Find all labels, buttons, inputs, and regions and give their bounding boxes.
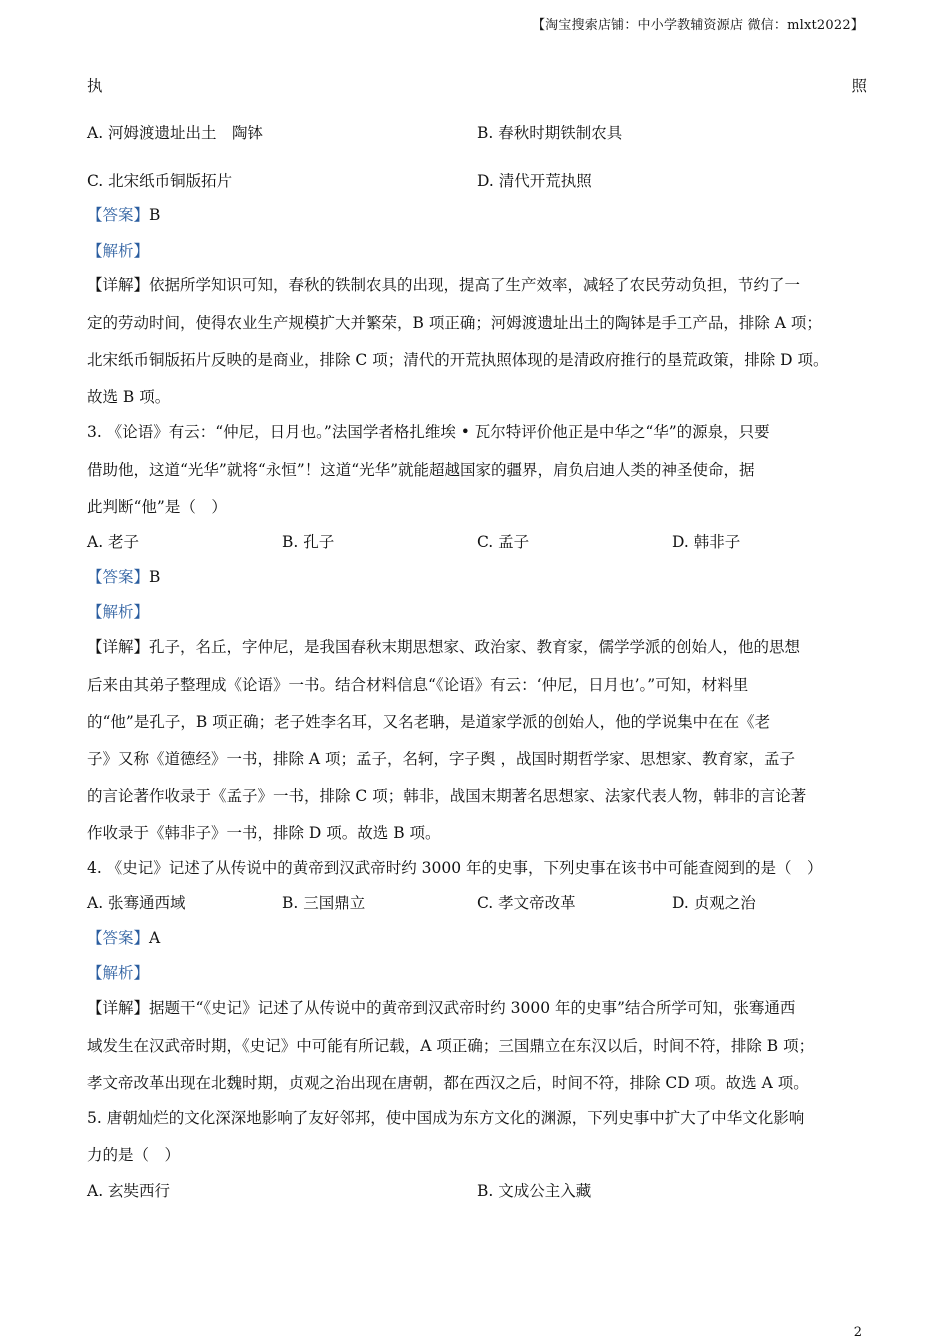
q2-stem-tail-left: 执 (87, 77, 103, 95)
q2-answer (87, 205, 160, 225)
q3-answer (87, 567, 160, 587)
q3-stem-line-1: 3. 《论语》有云：“仲尼，日月也。”法国学者格扎维埃 • 瓦尔特评价他正是中华之“华”的源泉，只要 (87, 423, 770, 441)
q3-answer-tag: 【答案】 (87, 568, 150, 586)
q3-analysis-label: 【解析】 (87, 603, 150, 621)
q4-detail-line-1: 【详解】据题干“《史记》记述了从传说中的黄帝到汉武帝时约 3000 年的史事”结合所学可知，张骞通西 (87, 999, 796, 1017)
q3-detail-line-2: 后来由其弟子整理成《论语》一书。结合材料信息“《论语》有云：‘仲尼，日月也’。”可知，材料里 (87, 676, 749, 694)
q3-stem-line-2: 借助他，这道“光华”就将“永恒”！这道“光华”就能超越国家的疆界，肩负启迪人类的神圣使命，据 (87, 461, 755, 479)
q3-option-c: C. 孟子 (477, 533, 530, 551)
q3-options (87, 532, 867, 552)
q4-detail-line-3: 孝文帝改革出现在北魏时期，贞观之治出现在唐朝，都在西汉之后，时间不符，排除 CD 项。故选 A 项。 (87, 1074, 809, 1092)
q2-option-a: A. 河姆渡遗址出土 陶钵 (87, 124, 264, 142)
q3-detail-line-6: 作收录于《韩非子》一书，排除 D 项。故选 B 项。 (87, 824, 441, 842)
page-header: 【淘宝搜索店铺：中小学教辅资源店 微信：mlxt2022】 (531, 18, 864, 33)
q5-option-b: B. 文成公主入藏 (477, 1182, 592, 1200)
q4-answer-value: A (149, 929, 161, 947)
q4-option-d: D. 贞观之治 (672, 894, 756, 912)
q4-analysis-tag (87, 963, 149, 983)
q5-options (87, 1181, 867, 1201)
q5-option-a: A. 玄奘西行 (87, 1182, 171, 1200)
q4-stem: 4. 《史记》记述了从传说中的黄帝到汉武帝时约 3000 年的史事，下列史事在该书中可能查阅到的是（ ） (87, 859, 823, 877)
q3-option-b: B. 孔子 (282, 533, 335, 551)
page-number: 2 (853, 1325, 862, 1340)
q3-answer-value: B (149, 568, 161, 586)
q2-detail-line-3: 北宋纸币铜版拓片反映的是商业，排除 C 项；清代的开荒执照体现的是清政府推行的垦荒政策，排除 D 项。 (87, 351, 829, 369)
q3-analysis-tag (87, 602, 149, 622)
q4-options (87, 893, 867, 913)
q2-detail-line-1: 【详解】依据所学知识可知，春秋的铁制农具的出现，提高了生产效率，减轻了农民劳动负担，节约了一 (87, 276, 801, 294)
q4-analysis-label: 【解析】 (87, 964, 150, 982)
q3-option-d: D. 韩非子 (672, 533, 741, 551)
q2-detail-line-2: 定的劳动时间，使得农业生产规模扩大并繁荣，B 项正确；河姆渡遗址出土的陶钵是手工产品，排除 A 项； (87, 314, 822, 332)
q2-stem-tail (87, 76, 867, 96)
q2-answer-tag: 【答案】 (87, 206, 150, 224)
q2-stem-tail-right: 照 (851, 77, 867, 95)
q3-detail-line-4: 子》又称《道德经》一书，排除 A 项；孟子，名轲，字子舆 ，战国时期哲学家、思想家、教育家，孟子 (87, 750, 795, 768)
q4-answer-tag: 【答案】 (87, 929, 150, 947)
q2-answer-value: B (149, 206, 161, 224)
q3-detail-line-3: 的“他”是孔子，B 项正确；老子姓李名耳，又名老聃，是道家学派的创始人，他的学说集中在在《老 (87, 713, 771, 731)
q4-option-c: C. 孝文帝改革 (477, 894, 576, 912)
q2-detail-line-4: 故选 B 项。 (87, 388, 171, 406)
q3-detail-line-5: 的言论著作收录于《孟子》一书，排除 C 项；韩非，战国末期著名思想家、法家代表人物，韩非的言论著 (87, 787, 807, 805)
q5-stem-line-2: 力的是（ ） (87, 1146, 181, 1164)
q2-option-b: B. 春秋时期铁制农具 (477, 124, 623, 142)
q3-stem-line-3: 此判断“他”是（ ） (87, 498, 227, 516)
q2-options-row-2 (87, 171, 867, 191)
q3-detail-line-1: 【详解】孔子，名丘，字仲尼，是我国春秋末期思想家、政治家、教育家，儒学学派的创始人，他的思想 (87, 638, 801, 656)
q2-analysis-tag (87, 241, 149, 261)
q2-analysis-label: 【解析】 (87, 242, 150, 260)
q4-option-b: B. 三国鼎立 (282, 894, 366, 912)
q2-options-row-1 (87, 123, 867, 143)
q4-answer (87, 928, 160, 948)
q2-option-d: D. 清代开荒执照 (477, 172, 592, 190)
q2-option-c: C. 北宋纸币铜版拓片 (87, 172, 233, 190)
q4-option-a: A. 张骞通西域 (87, 894, 186, 912)
q3-option-a: A. 老子 (87, 533, 140, 551)
q4-detail-line-2: 域发生在汉武帝时期，《史记》中可能有所记载，A 项正确；三国鼎立在东汉以后，时间不符，排除 B 项； (87, 1037, 815, 1055)
q5-stem-line-1: 5. 唐朝灿烂的文化深深地影响了友好邻邦，使中国成为东方文化的渊源，下列史事中扩大了中华文化影响 (87, 1109, 805, 1127)
